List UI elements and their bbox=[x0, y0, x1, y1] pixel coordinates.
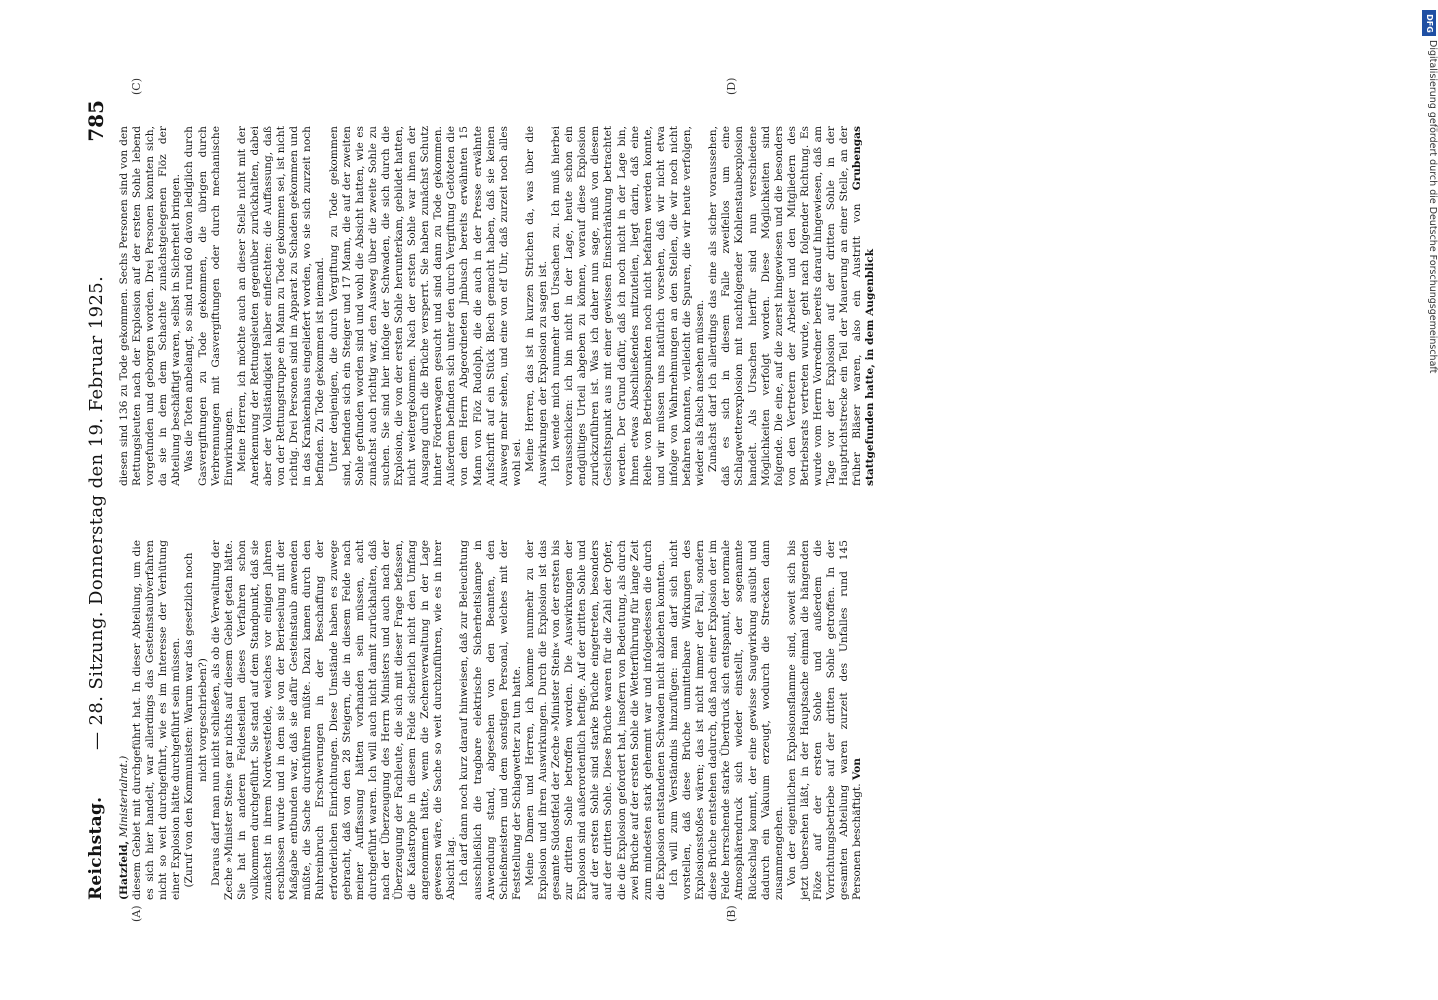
paragraph bbox=[707, 126, 877, 486]
marker-a: (A) bbox=[130, 905, 143, 922]
page-number: 785 bbox=[84, 100, 108, 142]
speaker-name: (Hatzfeld, bbox=[118, 840, 130, 900]
paragraph: Daraus darf man nun nicht schließen, als ob die Verwaltung der Zeche »Minister Stein« gar nichts auf diesem Gebiet getan hätte. Sie hat in anderen Feldesteilen dieses Verfahren schon vollkommen durchgeführt. Sie stand auf dem Standpunkt, daß sie zunächst in ihrem Nordwestfelde, welches vor einigen Jahren erschlossen wurde und in dem sie von der Berieselung mit der Maßgabe entbunden war, daß sie dafür Gesteinstaub anwenden müßte, die Sache durchführen müßte. Dazu kamen durch den Ruhreinbruch Erschwerungen in der Beschaffung der erforderlichen Einrichtungen. Diese Umstände haben es zuwege gebracht, daß von den 28 Steigern, die in diesem Felde nach meiner Auffassung hätten vorhanden sein müssen, acht durchgeführt waren. Ich will auch nicht damit zurückhalten, daß nach der Überzeugung des Herrn Ministers und auch nach der Überzeugung der Fachleute, die sich mit dieser Frage befassen, die Katastrophe in diesem Felde sicherlich nicht den Umfang angenommen hätte, wenn die Zechenverwaltung in der Lage gewesen wäre, die Sache so weit durchzuführen, wie es in ihrer Absicht lag. bbox=[209, 540, 458, 900]
paragraph: Meine Herren, ich möchte auch an dieser Stelle nicht mit der Anerkennung der Rettungsleuten gegenüber zurückhalten, dabei aber der Vollständigkeit halber einflechten: die Auffassung, daß von der Rettungstruppe ein Mann zu Tode gekommen sei, ist nicht richtig. Drei Personen sind im Apparat zu Schaden gekommen und in das Krankenhaus eingeliefert worden, wo sie sich zurzeit noch befinden. Zu Tode gekommen ist niemand. bbox=[235, 126, 327, 486]
speaker-role: Ministerialrat.) bbox=[118, 755, 130, 838]
header-title: Reichstag. bbox=[86, 796, 106, 900]
paragraph-tail: Von bbox=[851, 757, 864, 780]
paragraph: Meine Damen und Herren, ich komme nunmehr zu der Explosion und ihren Auswirkungen. Durch die Explosion ist das gesamte Südostfeld der Zeche »Minister Stein« von der ersten bis zur dritten Sohle betroffen worden. Die Auswirkungen der Explosion sind außerordentlich heftige. Auf der dritten Sohle und auf der ersten Sohle sind starke Brüche eingetreten, besonders auf der dritten Sohle. Diese Brüche waren für die Zahl der Opfer, die die Explosion gefordert hat, insofern von Bedeutung, als durch zwei Brüche auf der ersten Sohle die Wetterführung für lange Zeit zum mindesten stark gehemmt war und infolgedessen die durch die Explosion entstandenen Schwaden nicht abziehen konnten. bbox=[523, 540, 667, 900]
paragraph-text: Von der eigentlichen Explosionsflamme sind, soweit sich bis jetzt übersehen läßt, in der Hauptsache einmal die hängenden Flöze auf der ersten Sohle und außerdem die Vorrichtungsbetriebe auf der dritten Sohle getroffen. In der gesamten Abteilung waren zurzeit des Unfalles rund 145 Personen beschäftigt. bbox=[785, 540, 864, 900]
speaker-line bbox=[118, 540, 131, 900]
dfg-logo-text: DFG bbox=[1424, 13, 1434, 33]
marker-d: (D) bbox=[725, 77, 738, 95]
right-column bbox=[118, 125, 877, 486]
paragraph: Meine Herren, das ist in kurzen Strichen da, was über die Auswirkungen der Explosion zu sagen ist. bbox=[523, 126, 549, 486]
left-column bbox=[118, 540, 864, 900]
marker-b: (B) bbox=[725, 905, 738, 922]
page-header bbox=[72, 100, 112, 900]
paragraph: Ich will zum Verständnis hinzufügen: man darf sich nicht vorstellen, daß diese Brüche unmittelbare Wirkungen des Explosionsstoßes wären; das ist nicht immer der Fall, sondern diese Brüche entstehen dadurch, daß nach einer Explosion der im Felde herrschende starke Überdruck sich entspannt, der normale Atmosphärendruck sich wieder einstellt, der sogenannte Rückschlag kommt, der eine gewisse Saugwirkung ausübt und dadurch ein Vakuum erzeugt, wodurch die Strecken dann zusammengehen. bbox=[667, 540, 785, 900]
dfg-logo bbox=[1422, 10, 1436, 36]
paragraph-text: Zunächst darf ich allerdings das eine als sicher voraussehen, daß es sich in diesem Falle zweifellos um eine Schlagwetterexplosion mit nachfolgender Kohlenstaubexplosion handelt. Als Ursachen hierfür sind nun verschiedene Möglichkeiten verfolgt worden. Diese Möglichkeiten sind folgende. Die eine, auf die zuerst hingewiesen und die besonders von den Vertretern der Arbeiter und den Mitgliedern des Betriebsrats vertreten wurde, geht nach folgender Richtung. Es wurde vom Herrn Vorredner bereits darauf hingewiesen, daß am Tage vor der Explosion auf der dritten Sohle in der Hauptrichtstrecke ein Teil der Mauerung an einer Stelle, an der früher Bläser waren, also ein Austritt von bbox=[707, 126, 864, 486]
header-session-date: — 28. Sitzung. Donnerstag den 19. Februar 1925. bbox=[86, 275, 107, 750]
paragraph: diesem Gebiet mit durchgeführt hat. In dieser Abteilung, um die es sich hier handelt, war allerdings das Gesteinstaubverfahren nicht so weit durchgeführt, wie es im Interesse der Verhütung einer Explosion hätte durchgeführt sein müssen. bbox=[131, 540, 183, 900]
paragraph-tail: Grubengas stattgefunden hatte, in dem Augenblick bbox=[851, 125, 877, 486]
paragraph: Ich darf dann noch kurz darauf hinweisen, daß zur Beleuchtung ausschließlich die tragbare elektrische Sicherheitslampe in Anwendung stand, abgesehen von den Beamten, den Schießmeistern und dem sonstigen Personal, welches mit der Feststellung der Schlagwetter zu tun hatte. bbox=[458, 540, 523, 900]
paragraph: Was die Toten anbelangt, so sind rund 60 davon lediglich durch Gasvergiftungen zu Tode gekommen, die übrigen durch Verbrennungen mit Gasvergiftungen oder durch mechanische Einwirkungen. bbox=[183, 126, 235, 486]
paragraph: diesen sind 136 zu Tode gekommen. Sechs Personen sind von den Rettungsleuten nach der Explosion auf der ersten Sohle lebend vorgefunden und geborgen worden. Drei Personen konnten sich, da sie in dem dem Schachte zunächstgelegenen Flöz der Abteilung beschäftigt waren, selbst in Sicherheit bringen. bbox=[118, 126, 183, 486]
marker-c: (C) bbox=[130, 78, 143, 95]
digitization-credit: Digitalisierung gefördert durch die Deutsche Forschungsgemeinschaft bbox=[1427, 40, 1438, 374]
paragraph bbox=[786, 540, 865, 900]
interjection: (Zuruf von den Kommunisten: Warum war das gesetzlich noch nicht vorgeschrieben?) bbox=[183, 552, 209, 888]
paragraph: Ich wende mich nunmehr den Ursachen zu. Ich muß hierbei vorausschicken: ich bin nicht in der Lage, heute schon ein endgültiges Urteil abgeben zu können, worauf diese Explosion zurückzuführen ist. Was ich daher nun sage, muß von diesem Gesichtspunkt aus mit einer gewissen Einschränkung betrachtet werden. Der Grund dafür, daß ich noch nicht in der Lage bin, Ihnen etwas Abschließendes mitzuteilen, liegt darin, daß eine Reihe von Betriebspunkten noch nicht befahren werden konnte, und wir müssen uns natürlich vorsehen, daß wir nicht etwa infolge von Wahrnehmungen an den Stellen, die wir noch nicht befahren konnten, vielleicht die Spuren, die wir heute verfolgen, wieder als falsch ansehen müssen. bbox=[550, 126, 707, 486]
paragraph: Unter denjenigen, die durch Vergiftung zu Tode gekommen sind, befinden sich ein Steiger und 17 Mann, die auf der zweiten Sohle gefunden worden sind und wohl die Absicht hatten, wie es zunächst auch richtig war, den Ausweg über die zweite Sohle zu suchen. Sie sind hier infolge der Schwaden, die sich durch die Explosion, die von der ersten Sohle herunterkam, gebildet hatten, nicht weitergekommen. Nach der ersten Sohle war ihnen der Ausgang durch die Brüche versperrt. Sie haben zunächst Schutz hinter Förderwagen gesucht und sind dann zu Tode gekommen. Außerdem befinden sich unter den durch Vergiftung Getöteten die von dem Herrn Abgeordneten Jmbusch bereits erwähnten 15 Mann von Flöz Rudolph, die die auch in der Presse erwähnte Aufschrift auf ein Stück Blech gemacht haben, daß sie keinen Ausweg mehr sehen, und eine von elf Uhr, daß zurzeit noch alles wohl sei. bbox=[327, 126, 523, 486]
